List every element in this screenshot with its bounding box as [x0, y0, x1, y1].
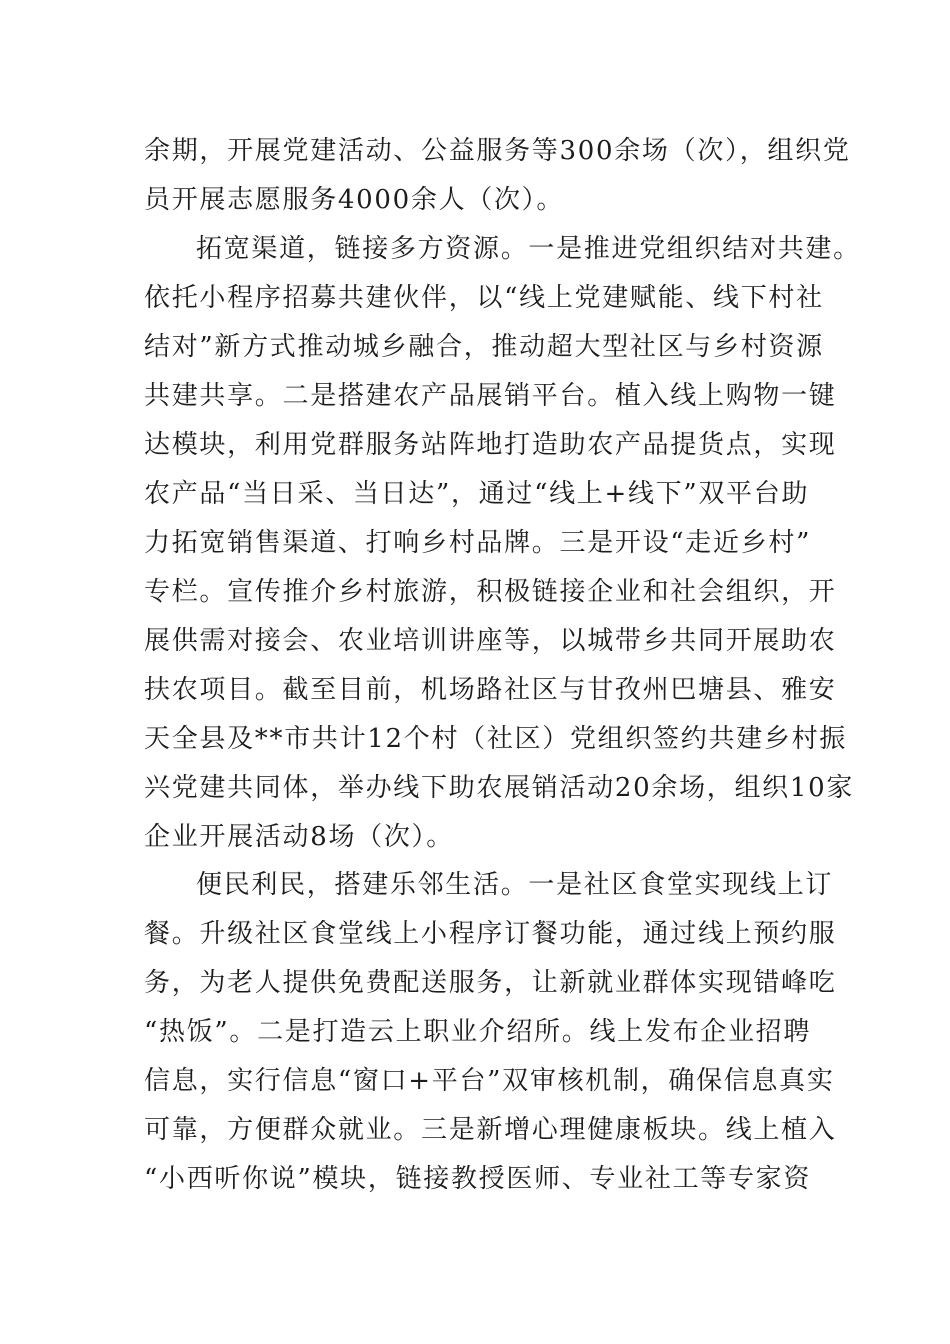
text-line: 务，为老人提供免费配送服务，让新就业群体实现错峰吃: [144, 968, 837, 998]
paragraph-heading-line: 便民利民，搭建乐邻生活。一是社区食堂实现线上订: [196, 870, 834, 900]
text-line: 兴党建共同体，举办线下助农展销活动20余场，组织10家: [144, 773, 855, 803]
text-line: 余期，开展党建活动、公益服务等300余场（次），组织党: [144, 136, 851, 166]
text-line: 力拓宽销售渠道、打响乡村品牌。三是开设“走近乡村”: [144, 528, 812, 558]
text-line: 天全县及**市共计12个村（社区）党组织签约共建乡村振: [144, 724, 847, 754]
text-line: 可靠，方便群众就业。三是新增心理健康板块。线上植入: [144, 1115, 837, 1145]
text-line: “小西听你说”模块，链接教授医师、专业社工等专家资: [144, 1164, 812, 1194]
text-line: 农产品“当日采、当日达”，通过“线上+线下”双平台助: [144, 479, 810, 509]
text-line: “热饭”。二是打造云上职业介绍所。线上发布企业招聘: [144, 1017, 812, 1047]
text-line: 员开展志愿服务4000余人（次）。: [144, 185, 565, 215]
paragraph-heading-line: 拓宽渠道，链接多方资源。一是推进党组织结对共建。: [196, 234, 861, 264]
text-line: 专栏。宣传推介乡村旅游，积极链接企业和社会组织，开: [144, 577, 837, 607]
text-line: 餐。升级社区食堂线上小程序订餐功能，通过线上预约服: [144, 919, 837, 949]
text-line: 共建共享。二是搭建农产品展销平台。植入线上购物一键: [144, 381, 837, 411]
text-line: 企业开展活动8场（次）。: [144, 822, 454, 852]
text-line: 达模块，利用党群服务站阵地打造助农产品提货点，实现: [144, 430, 837, 460]
text-line: 依托小程序招募共建伙伴，以“线上党建赋能、线下村社: [144, 283, 824, 313]
text-line: 结对”新方式推动城乡融合，推动超大型社区与乡村资源: [144, 332, 824, 362]
text-line: 信息，实行信息“窗口+平台”双审核机制，确保信息真实: [144, 1066, 835, 1096]
text-line: 扶农项目。截至目前，机场路社区与甘孜州巴塘县、雅安: [144, 675, 837, 705]
text-line: 展供需对接会、农业培训讲座等，以城带乡共同开展助农: [144, 626, 837, 656]
